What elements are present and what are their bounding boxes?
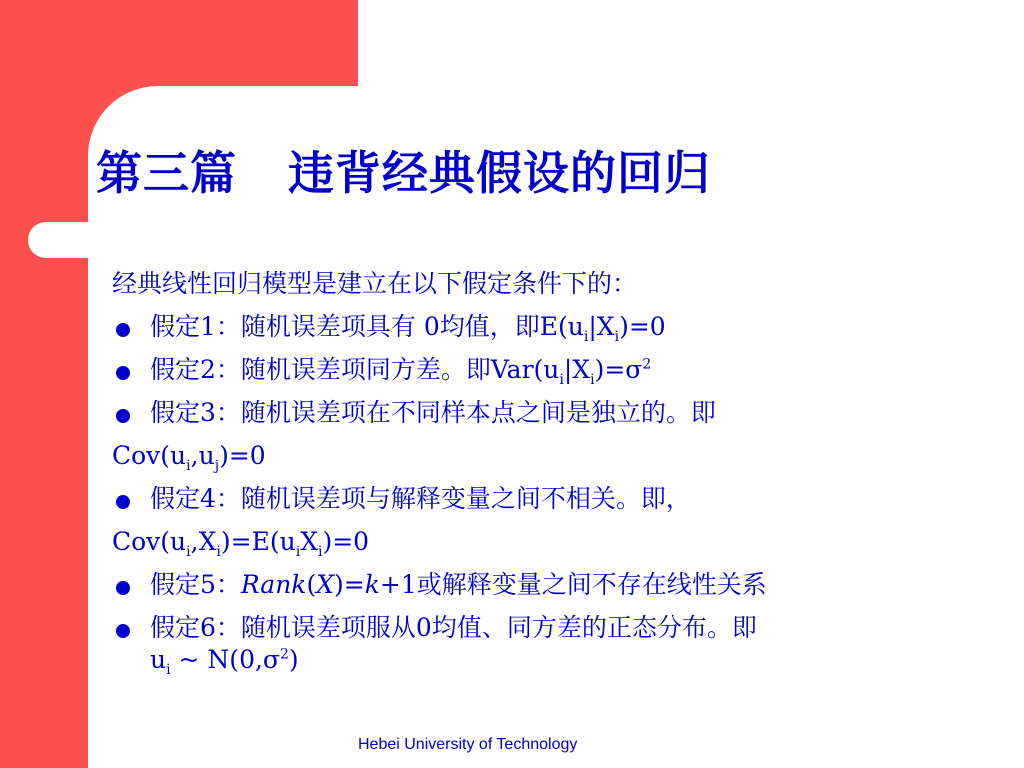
assumption-6	[112, 612, 992, 676]
assumption-4-formula-prefix: Cov(u	[112, 527, 187, 556]
assumption-6-line-1: 假定6：随机误差项服从0均值、同方差的正态分布。即	[150, 613, 757, 642]
footer-institution: Hebei University of Technology	[358, 736, 578, 753]
assumption-2-prefix: 假定2：随机误差项同方差。即Var(u	[150, 355, 560, 384]
assumption-5-suffix: +1或解释变量之间不存在线性关系	[379, 570, 767, 599]
assumption-3-formula-subscript-i: i	[186, 458, 191, 474]
assumption-3-formula-subscript-j: j	[214, 458, 220, 474]
rank-k: k	[364, 570, 380, 599]
slide-content	[112, 268, 992, 676]
assumption-1-mid: |X	[588, 312, 615, 341]
bullet-icon	[116, 624, 130, 638]
slide-title: 第三篇 违背经典假设的回归	[96, 146, 712, 200]
assumption-3-formula-prefix: Cov(u	[112, 441, 187, 470]
rank-close: )=	[334, 570, 365, 599]
assumption-6-u: u	[150, 645, 167, 674]
intro-text: 经典线性回归模型是建立在以下假定条件下的：	[112, 269, 638, 298]
bullet-icon	[116, 581, 130, 595]
assumption-4-formula	[112, 526, 992, 569]
rank-label: Rank	[240, 570, 307, 599]
assumption-2-superscript: 2	[642, 356, 652, 373]
assumption-1-subscript-i-2: i	[614, 329, 620, 345]
assumption-2	[112, 354, 992, 397]
assumption-3-formula-suffix: )=0	[219, 441, 266, 470]
assumption-6-subscript-i: i	[166, 662, 171, 678]
bullet-icon	[116, 366, 130, 380]
bullet-icon	[116, 409, 130, 423]
assumption-4-formula-suffix: )=0	[322, 527, 370, 556]
assumption-4-formula-subscript-i-2: i	[216, 544, 221, 560]
assumption-3-formula	[112, 440, 992, 483]
assumption-5-prefix: 假定5：	[150, 570, 241, 599]
assumption-2-mid: |X	[563, 355, 591, 384]
assumption-5	[112, 569, 992, 612]
assumption-4-formula-mid-1: ,X	[190, 527, 217, 556]
assumption-1-prefix: 假定1：随机误差项具有 0均值，即E(u	[150, 312, 584, 341]
assumption-6-superscript: 2	[279, 646, 289, 663]
assumption-4-formula-subscript-i: i	[186, 544, 191, 560]
assumption-2-subscript-i: i	[559, 372, 564, 388]
assumption-2-suffix: )=σ	[594, 355, 643, 384]
assumption-2-subscript-i-2: i	[590, 372, 595, 388]
panel-notch	[28, 222, 118, 258]
assumption-4	[112, 483, 992, 526]
intro-line	[112, 268, 992, 311]
rank-x: X	[316, 570, 335, 599]
assumption-4-formula-subscript-i-3: i	[295, 544, 301, 560]
assumption-4-text: 假定4：随机误差项与解释变量之间不相关。即，	[150, 484, 691, 513]
top-left-accent	[0, 0, 100, 84]
rank-open: (	[306, 570, 317, 599]
assumption-1	[112, 311, 992, 354]
assumption-6-middle: ~ N(0,σ	[170, 645, 280, 674]
assumption-3	[112, 397, 992, 440]
assumption-4-formula-subscript-i-4: i	[318, 544, 323, 560]
assumption-4-formula-mid-3: X	[300, 527, 318, 556]
assumption-1-subscript-i: i	[583, 329, 589, 345]
bullet-icon	[116, 495, 130, 509]
assumption-3-formula-mid: ,u	[190, 441, 215, 470]
assumption-6-suffix: )	[288, 645, 299, 674]
assumption-4-formula-mid-2: )=E(u	[220, 527, 296, 556]
assumption-3-text: 假定3：随机误差项在不同样本点之间是独立的。即	[150, 398, 716, 427]
assumption-1-suffix: )=0	[619, 312, 666, 341]
bullet-icon	[116, 323, 130, 337]
